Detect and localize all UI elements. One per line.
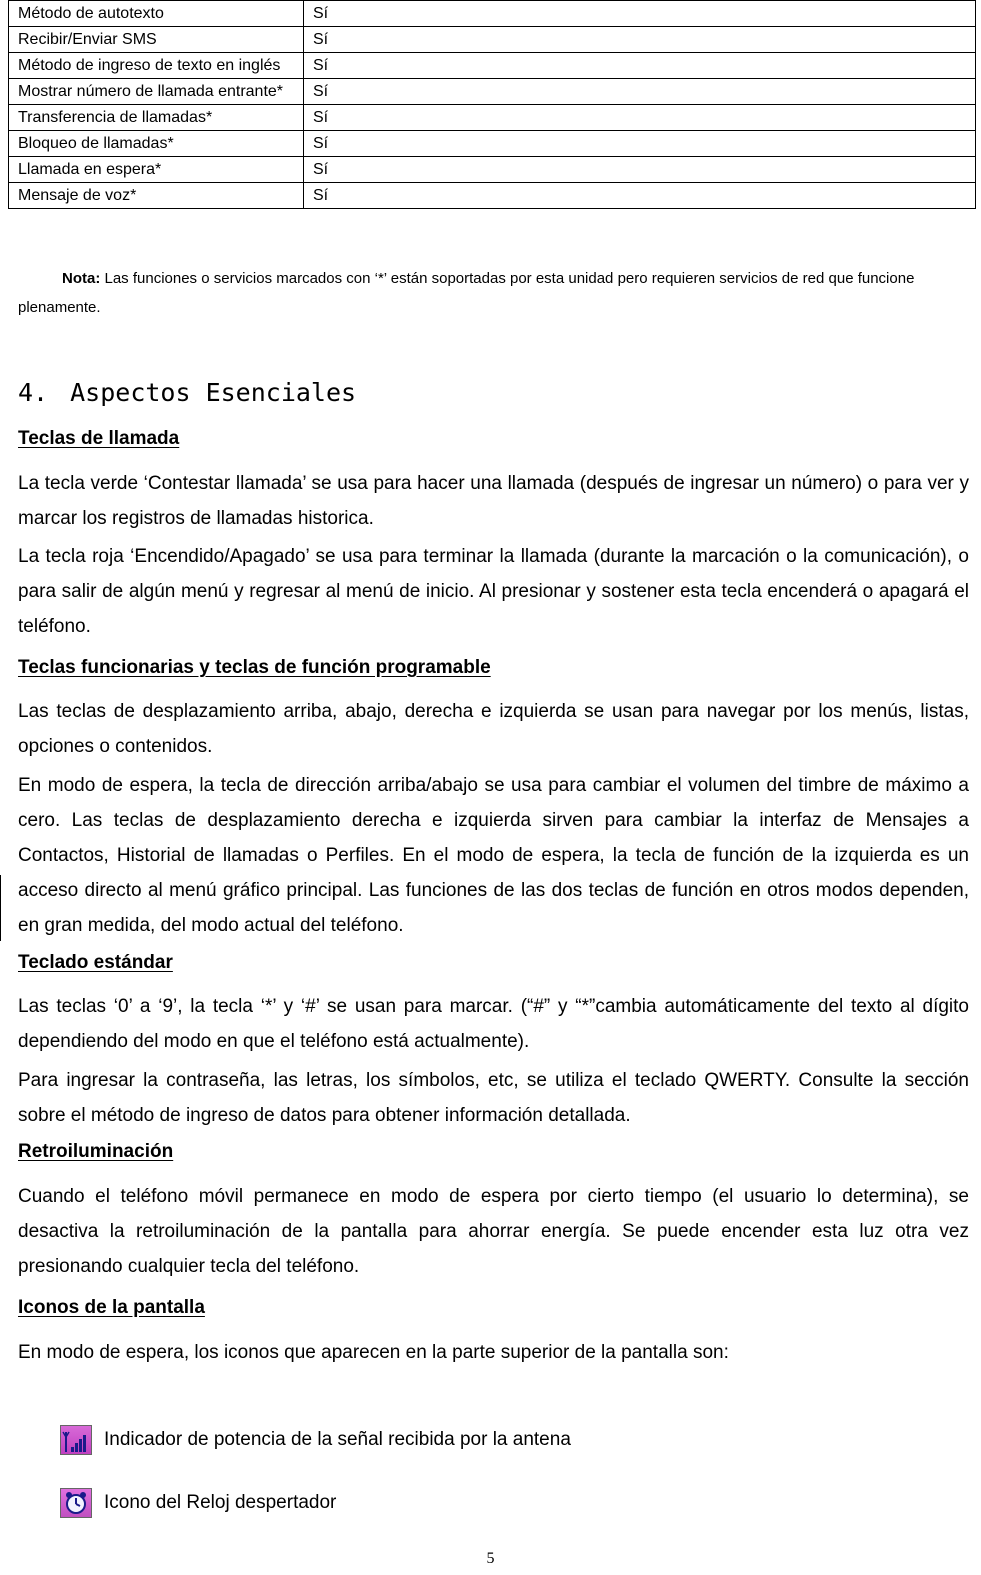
note-paragraph — [18, 264, 970, 322]
section-number: 4. — [18, 378, 49, 407]
value-cell: Sí — [304, 27, 976, 53]
paragraph: En modo de espera, los iconos que aparecen en la parte superior de la pantalla son: — [18, 1342, 729, 1363]
feature-cell: Mensaje de voz* — [9, 183, 304, 209]
feature-cell: Método de ingreso de texto en inglés — [9, 53, 304, 79]
paragraph: Cuando el teléfono móvil permanece en modo de espera por cierto tiempo (el usuario lo determina), se desactiva la retroiluminación de la pantalla para ahorrar energía. Se puede encender esta luz otra vez presionando cualquier tecla del teléfono. — [18, 1186, 969, 1277]
heading-teclado-estandar: Teclado estándar — [18, 952, 173, 973]
feature-table — [8, 0, 976, 209]
section-title-text: Aspectos Esenciales — [70, 378, 357, 407]
feature-cell: Transferencia de llamadas* — [9, 105, 304, 131]
signal-strength-icon — [60, 1425, 92, 1455]
value-cell: Sí — [304, 131, 976, 157]
heading-iconos-pantalla: Iconos de la pantalla — [18, 1297, 205, 1318]
icon-legend-item — [60, 1425, 571, 1455]
table-row — [9, 183, 976, 209]
paragraph: La tecla roja ‘Encendido/Apagado’ se usa para terminar la llamada (durante la marcación o la comunicación), o para salir de algún menú y regresar al menú de inicio. Al presionar y sostener esta tecla encenderá o apagará el teléfono. — [18, 546, 969, 637]
note-label: Nota: — [62, 270, 101, 287]
feature-cell: Recibir/Enviar SMS — [9, 27, 304, 53]
note-text: Las funciones o servicios marcados con ‘*’ están soportadas por esta unidad pero requieren servicios de red que funcione plenamente. — [18, 270, 915, 316]
feature-cell: Llamada en espera* — [9, 157, 304, 183]
heading-retroiluminacion: Retroiluminación — [18, 1141, 174, 1162]
table-row — [9, 157, 976, 183]
paragraph: La tecla verde ‘Contestar llamada’ se usa para hacer una llamada (después de ingresar un número) o para ver y marcar los registros de llamadas historica. — [18, 473, 969, 529]
value-cell: Sí — [304, 53, 976, 79]
paragraph: Las teclas ‘0’ a ‘9’, la tecla ‘*’ y ‘#’ se usan para marcar. (“#” y “*”cambia automáticamente del texto al dígito dependiendo del modo en que el teléfono está actualmente). — [18, 996, 969, 1052]
icon-label: Indicador de potencia de la señal recibida por la antena — [104, 1429, 571, 1450]
margin-change-bar — [0, 875, 1, 941]
table-row — [9, 27, 976, 53]
table-row — [9, 53, 976, 79]
table-row — [9, 105, 976, 131]
value-cell: Sí — [304, 79, 976, 105]
table-row — [9, 1, 976, 27]
value-cell: Sí — [304, 157, 976, 183]
section-title — [18, 378, 356, 407]
paragraph: Las teclas de desplazamiento arriba, abajo, derecha e izquierda se usan para navegar por los menús, listas, opciones o contenidos. — [18, 701, 969, 757]
value-cell: Sí — [304, 183, 976, 209]
table-row — [9, 79, 976, 105]
alarm-clock-icon — [60, 1488, 92, 1518]
icon-label: Icono del Reloj despertador — [104, 1492, 337, 1513]
feature-cell: Mostrar número de llamada entrante* — [9, 79, 304, 105]
page-number: 5 — [486, 1550, 495, 1567]
heading-teclas-llamada: Teclas de llamada — [18, 428, 180, 449]
heading-teclas-funcionarias: Teclas funcionarias y teclas de función programable — [18, 657, 491, 678]
paragraph: Para ingresar la contraseña, las letras, los símbolos, etc, se utiliza el teclado QWERTY. Consulte la sección sobre el método de ingreso de datos para obtener información detallada. — [18, 1070, 969, 1126]
table-row — [9, 131, 976, 157]
feature-cell: Bloqueo de llamadas* — [9, 131, 304, 157]
icon-legend-item — [60, 1488, 336, 1518]
value-cell: Sí — [304, 1, 976, 27]
feature-cell: Método de autotexto — [9, 1, 304, 27]
value-cell: Sí — [304, 105, 976, 131]
paragraph: En modo de espera, la tecla de dirección arriba/abajo se usa para cambiar el volumen del timbre de máximo a cero. Las teclas de desplazamiento derecha e izquierda sirven para cambiar la interfaz de Mensajes a Contactos, Historial de llamadas o Perfiles. En el modo de espera, la tecla de función de la izquierda es un acceso directo al menú gráfico principal. Las funciones de las dos teclas de función en otros modos dependen, en gran medida, del modo actual del teléfono. — [18, 775, 969, 936]
